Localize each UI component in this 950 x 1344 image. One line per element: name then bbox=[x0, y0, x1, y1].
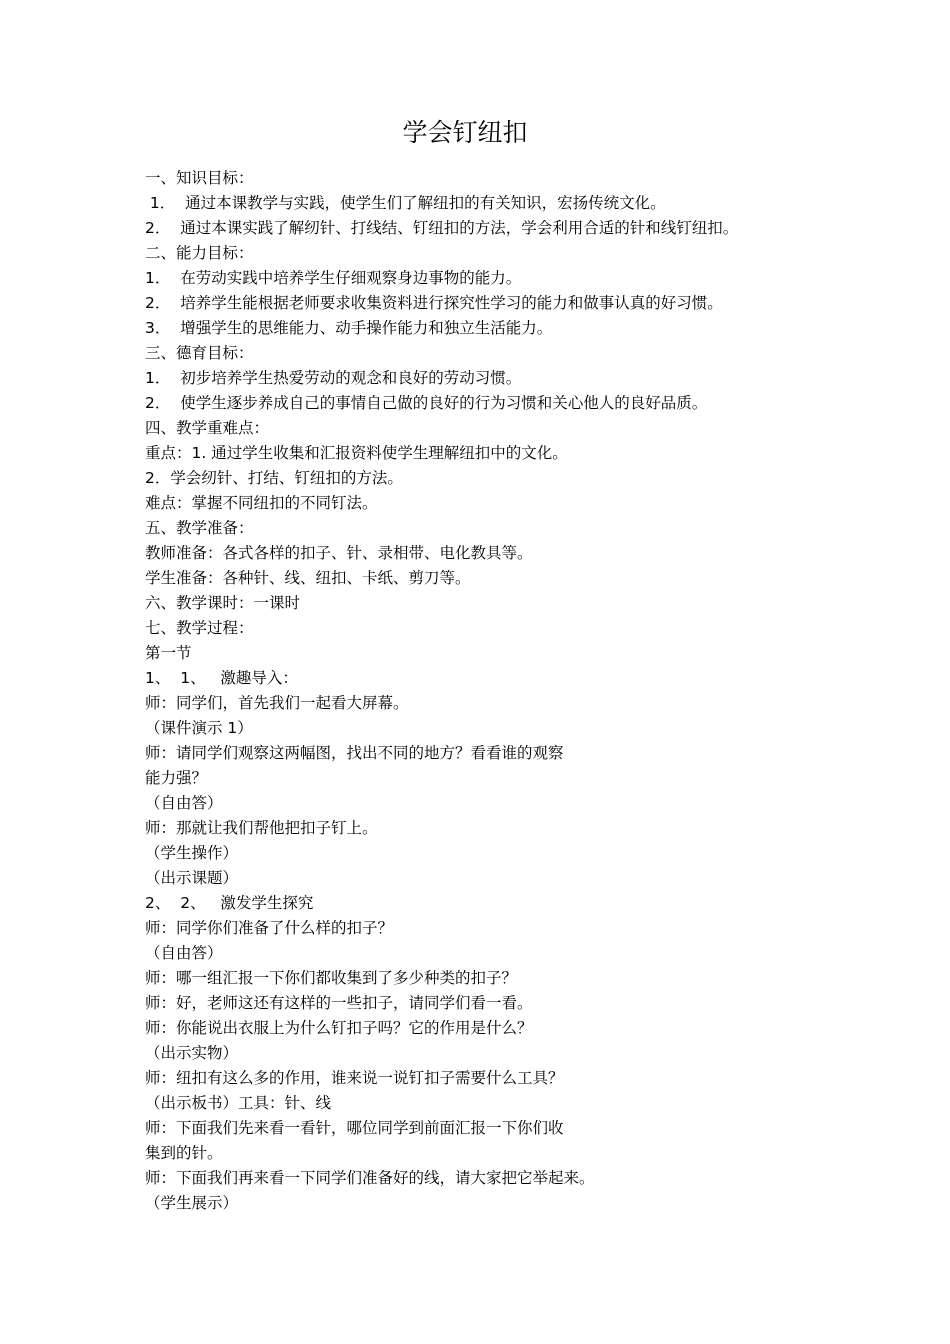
text-line: 难点：掌握不同纽扣的不同钉法。 bbox=[145, 494, 378, 512]
text-line: （学生展示） bbox=[145, 1194, 239, 1212]
text-line: （学生操作） bbox=[145, 844, 239, 862]
text-line: 一、知识目标： bbox=[145, 169, 254, 187]
document-title: 学会钉纽扣 bbox=[402, 118, 528, 147]
text-line: 1． 初步培养学生热爱劳动的观念和良好的劳动习惯。 bbox=[145, 369, 522, 387]
text-line: 1、 1、 激趣导入： bbox=[145, 669, 298, 687]
text-line: 2、 2、 激发学生探究 bbox=[145, 894, 314, 912]
text-line: 师：请同学们观察这两幅图，找出不同的地方？看看谁的观察 bbox=[145, 744, 564, 762]
text-line: 教师准备：各式各样的扣子、针、录相带、电化教具等。 bbox=[145, 544, 533, 562]
text-line: 六、教学课时：一课时 bbox=[145, 594, 301, 612]
text-line: 师：下面我们先来看一看针，哪位同学到前面汇报一下你们收 bbox=[145, 1119, 564, 1137]
document-body bbox=[145, 166, 905, 1216]
text-line: 1． 在劳动实践中培养学生仔细观察身边事物的能力。 bbox=[145, 269, 522, 287]
text-line: （出示课题） bbox=[145, 869, 239, 887]
text-line: 2．学会纫针、打结、钉纽扣的方法。 bbox=[145, 469, 403, 487]
text-line: （自由答） bbox=[145, 794, 223, 812]
text-line: 集到的针。 bbox=[145, 1144, 223, 1162]
text-line: 五、教学准备： bbox=[145, 519, 254, 537]
text-line: （课件演示 1） bbox=[145, 719, 253, 737]
text-line: 3． 增强学生的思维能力、动手操作能力和独立生活能力。 bbox=[145, 319, 553, 337]
text-line: 四、教学重难点： bbox=[145, 419, 270, 437]
text-line: 2． 培养学生能根据老师要求收集资料进行探究性学习的能力和做事认真的好习惯。 bbox=[145, 294, 723, 312]
text-line: 第一节 bbox=[145, 644, 192, 662]
text-line: 学生准备：各种针、线、纽扣、卡纸、剪刀等。 bbox=[145, 569, 471, 587]
text-line: 重点：1. 通过学生收集和汇报资料使学生理解纽扣中的文化。 bbox=[145, 444, 568, 462]
text-line: 三、德育目标： bbox=[145, 344, 254, 362]
text-line: 2． 通过本课实践了解纫针、打线结、钉纽扣的方法，学会利用合适的针和线钉纽扣。 bbox=[145, 219, 739, 237]
text-line: （出示板书）工具：针、线 bbox=[145, 1094, 332, 1112]
text-line: 2． 使学生逐步养成自己的事情自己做的良好的行为习惯和关心他人的良好品质。 bbox=[145, 394, 708, 412]
text-line: 七、教学过程： bbox=[145, 619, 254, 637]
text-line: 师：纽扣有这么多的作用，谁来说一说钉扣子需要什么工具？ bbox=[145, 1069, 564, 1087]
text-line: 能力强？ bbox=[145, 769, 208, 787]
text-line: 师：下面我们再来看一下同学们准备好的线，请大家把它举起来。 bbox=[145, 1169, 595, 1187]
text-line: 师：同学们，首先我们一起看大屏幕。 bbox=[145, 694, 409, 712]
text-line: 二、能力目标： bbox=[145, 244, 254, 262]
text-line: （自由答） bbox=[145, 944, 223, 962]
text-line: 师：同学你们准备了什么样的扣子？ bbox=[145, 919, 394, 937]
text-line: 师：那就让我们帮他把扣子钉上。 bbox=[145, 819, 378, 837]
text-line: 1． 通过本课教学与实践，使学生们了解纽扣的有关知识，宏扬传统文化。 bbox=[145, 194, 666, 212]
text-line: （出示实物） bbox=[145, 1044, 239, 1062]
text-line: 师：你能说出衣服上为什么钉扣子吗？它的作用是什么？ bbox=[145, 1019, 533, 1037]
text-line: 师：哪一组汇报一下你们都收集到了多少种类的扣子？ bbox=[145, 969, 518, 987]
text-line: 师：好，老师这还有这样的一些扣子，请同学们看一看。 bbox=[145, 994, 533, 1012]
